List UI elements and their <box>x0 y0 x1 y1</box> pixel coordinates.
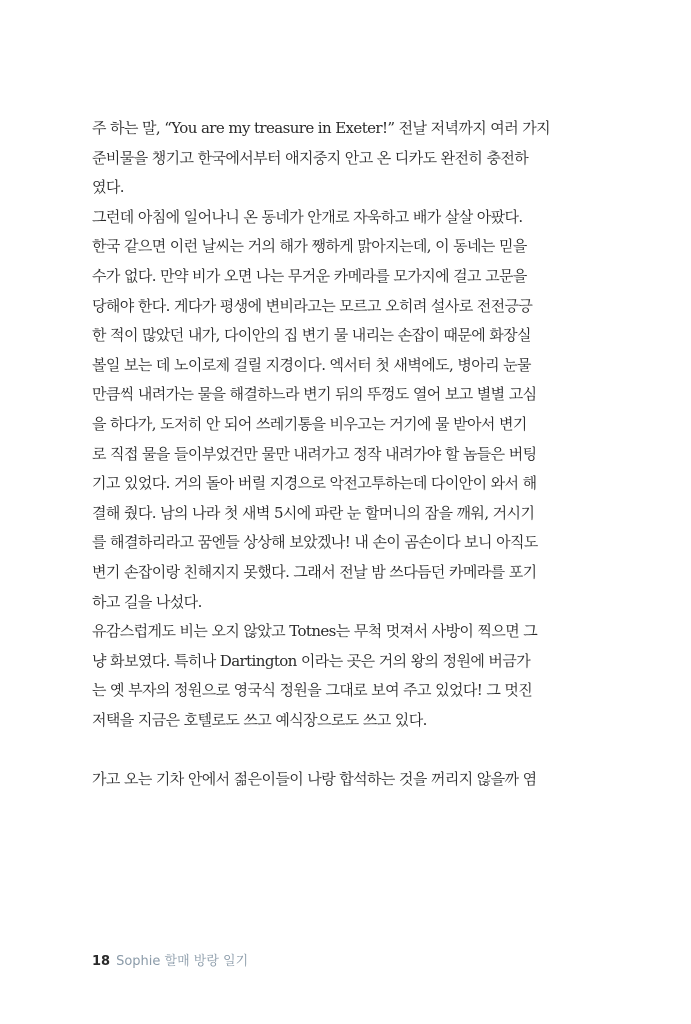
paragraph-gap <box>92 735 592 765</box>
text-line: 수가 없다. 만약 비가 오면 나는 무거운 카메라를 모가지에 걸고 고문을 <box>92 266 527 285</box>
text-line: 그런데 아침에 일어나니 온 동네가 안개로 자욱하고 배가 살살 아팠다. <box>92 207 523 226</box>
text-line: 였다. <box>92 178 124 197</box>
text-line: 저택을 지금은 호텔로도 쓰고 예식장으로도 쓰고 있다. <box>92 710 427 729</box>
text-line: 주 하는 말, “You are my treasure in Exeter!” 전날 저녁까지 여러 가지 <box>92 119 551 137</box>
running-title: Sophie 할매 방랑 일기 <box>116 954 249 969</box>
text-line: 만큼씩 내려가는 물을 해결하느라 변기 뒤의 뚜껑도 열어 보고 별별 고심 <box>92 385 537 404</box>
text-line: 볼일 보는 데 노이로제 걸릴 지경이다. 엑서터 첫 새벽에도, 병아리 눈물 <box>92 355 531 374</box>
body-text <box>92 114 592 795</box>
text-line: 당해야 한다. 게다가 평생에 변비라고는 모르고 오히려 설사로 전전긍긍 <box>92 296 533 315</box>
text-line: 냥 화보였다. 특히나 Dartington 이라는 곳은 거의 왕의 정원에 버금가 <box>92 651 531 670</box>
text-line: 유감스럽게도 비는 오지 않았고 Totnes는 무척 멋져서 사방이 찍으면 그 <box>92 622 538 641</box>
page-number: 18 <box>92 954 111 969</box>
text-line: 을 하다가, 도저히 안 되어 쓰레기통을 비우고는 거기에 물 받아서 변기 <box>92 414 527 433</box>
text-line: 를 해결하리라고 꿈엔들 상상해 보았겠나! 내 손이 곰손이다 보니 아직도 <box>92 533 538 552</box>
text-line: 가고 오는 기차 안에서 젊은이들이 나랑 합석하는 것을 꺼리지 않을까 염 <box>92 770 537 789</box>
text-line: 는 옛 부자의 정원으로 영국식 정원을 그대로 보여 주고 있었다! 그 멋진 <box>92 681 533 700</box>
text-line: 기고 있었다. 거의 돌아 버릴 지경으로 악전고투하는데 다이안이 와서 해 <box>92 474 537 493</box>
text-line: 로 직접 물을 들이부었건만 물만 내려가고 정작 내려가야 할 놈들은 버팅 <box>92 444 537 463</box>
page-footer <box>92 953 248 971</box>
text-line: 결해 줬다. 남의 나라 첫 새벽 5시에 파란 눈 할머니의 잠을 깨워, 거시기 <box>92 503 535 522</box>
text-line: 변기 손잡이랑 친해지지 못했다. 그래서 전날 밤 쓰다듬던 카메라를 포기 <box>92 562 537 581</box>
text-line: 준비물을 챙기고 한국에서부터 애지중지 안고 온 디카도 완전히 충전하 <box>92 148 529 167</box>
text-line: 한 적이 많았던 내가, 다이안의 집 변기 물 내리는 손잡이 때문에 화장실 <box>92 326 531 345</box>
text-line: 하고 길을 나섰다. <box>92 592 202 611</box>
text-line: 한국 같으면 이런 날씨는 거의 해가 쨍하게 맑아지는데, 이 동네는 믿을 <box>92 237 527 256</box>
